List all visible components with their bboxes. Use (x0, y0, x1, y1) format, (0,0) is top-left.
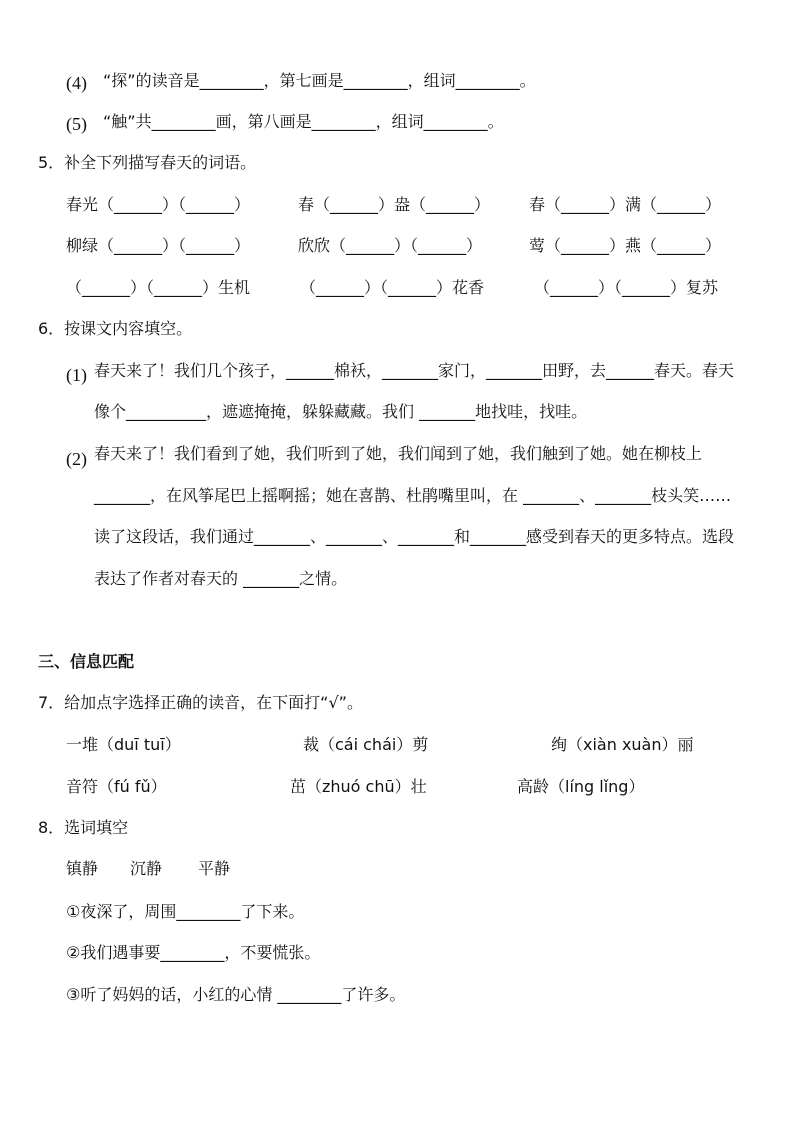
q5-r2c2: 欣欣（______）（______） (298, 236, 483, 255)
q5-r3c3: （______）（______）复苏 (534, 278, 719, 297)
q6-item-2-line-4: 表达了作者对春天的 _______之情。 (94, 569, 348, 588)
q8-word-2: 沉静 (130, 859, 163, 878)
q6-item-1-line-2: 像个__________，遮遮掩掩，躲躲藏藏。我们 _______地找哇，找哇。 (94, 402, 588, 421)
q8-sentence-3: ③听了妈妈的话，小红的心情 ________了许多。 (66, 985, 406, 1004)
item-4-number: (4) (66, 73, 87, 93)
q7-r2c2: 茁（zhuó chū）壮 (290, 777, 427, 796)
q5-r1c2: 春（______）盎（______） (298, 195, 491, 214)
question-7-title: 7．给加点字选择正确的读音，在下面打“√”。 (38, 693, 363, 712)
q5-r3c2: （______）（______）花香 (300, 278, 485, 297)
q5-r3c1: （______）（______）生机 (66, 278, 251, 297)
q7-r1c2: 裁（cái chái）剪 (303, 735, 429, 754)
item-4-text: “探”的读音是________，第七画是________，组词________。 (103, 71, 536, 90)
q6-item-2-line-3: 读了这段话，我们通过_______、_______、_______和_______感受到春天的更多特点。选段 (94, 527, 735, 546)
section-3-heading: 三、信息匹配 (38, 652, 135, 671)
q5-r2c1: 柳绿（______）（______） (66, 236, 251, 255)
q7-r2c3: 高龄（líng lǐng） (517, 777, 645, 796)
q8-word-3: 平静 (198, 859, 231, 878)
q6-item-1-number: (1) (66, 365, 87, 385)
q7-r2c1: 音符（fú fǔ） (66, 777, 167, 796)
item-5-number: (5) (66, 114, 87, 134)
q6-item-2-line-1: 春天来了！我们看到了她，我们听到了她，我们闻到了她，我们触到了她。她在柳枝上 (94, 444, 703, 463)
q8-sentence-1: ①夜深了，周围________了下来。 (66, 902, 305, 921)
q8-word-1: 镇静 (66, 859, 99, 878)
question-8-title: 8．选词填空 (38, 818, 129, 837)
q5-r2c3: 莺（______）燕（______） (529, 236, 722, 255)
question-5-title: 5．补全下列描写春天的词语。 (38, 153, 257, 172)
q7-r1c3: 绚（xiàn xuàn）丽 (551, 735, 694, 754)
q6-item-1-line-1: 春天来了！我们几个孩子，______棉袄，_______家门，_______田野，去______春天。春天 (94, 361, 735, 380)
q6-item-2-line-2: _______，在风筝尾巴上摇啊摇；她在喜鹊、杜鹃嘴里叫，在 _______、_______枝头笑…… (94, 486, 732, 505)
question-6-title: 6．按课文内容填空。 (38, 319, 193, 338)
q5-r1c1: 春光（______）（______） (66, 195, 251, 214)
q7-r1c1: 一堆（duī tuī） (66, 735, 181, 754)
q6-item-2-number: (2) (66, 449, 87, 469)
item-5-text: “触”共________画，第八画是________，组词________。 (103, 112, 504, 131)
q8-sentence-2: ②我们遇事要________，不要慌张。 (66, 943, 321, 962)
q5-r1c3: 春（______）满（______） (529, 195, 722, 214)
